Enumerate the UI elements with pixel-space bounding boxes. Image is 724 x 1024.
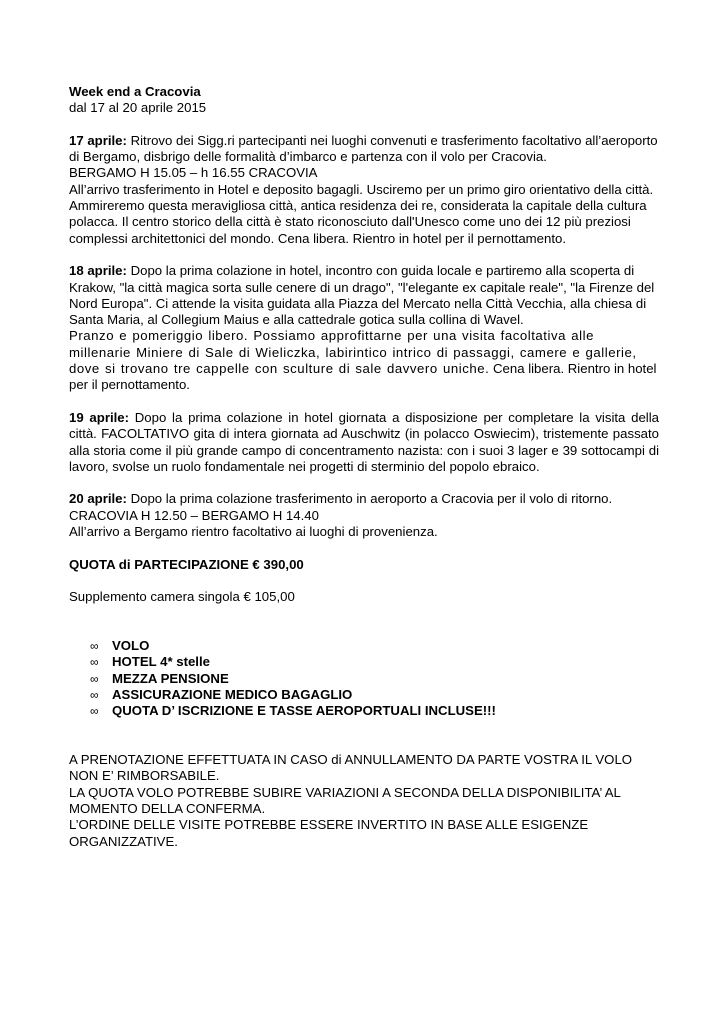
list-item-text: QUOTA D’ ISCRIZIONE E TASSE AEROPORTUALI INCLUSE!!!: [112, 703, 496, 719]
day-17-flight: BERGAMO H 15.05 – h 16.55 CRACOVIA: [69, 165, 318, 181]
day-19-text: Dopo la prima colazione in hotel giornata a disposizione per completare la visita della città. FACOLTATIVO gita di intera giornata ad Auschwitz (in polacco Oswiecim), tristemente passato alla storia come il più grande campo di concentramento nazista: con i suoi 3 lager e 39 sottocampi di lavoro, svolse un ruolo fondamentale nei progetti di sterminio del popolo ebraico.: [69, 409, 659, 474]
infinity-icon: ∞: [90, 687, 99, 702]
infinity-icon: ∞: [90, 671, 99, 686]
day-19-paragraph: [69, 410, 659, 475]
document-title: Week end a Cracovia: [69, 84, 201, 99]
infinity-icon: ∞: [90, 639, 99, 654]
document-page: [69, 84, 659, 850]
day-18-section: [69, 263, 659, 393]
day-18-text: Dopo la prima colazione in hotel, incontro con guida locale e partiremo alla scoperta di Krakow, "la città magica sorta sulle cenere di un drago", "l'elegante ex capitale reale", "la Firenze del Nord Europa". Ci attende la visita guidata alla Piazza del Mercato nella Città Vecchia, alla chiesa di Santa Maria, al Collegium Maius e alla cattedrale gotica sulla collina di Wavel.: [69, 263, 655, 328]
infinity-icon: ∞: [90, 704, 99, 719]
day-18-excursion-text: Pranzo e pomeriggio libero. Possiamo approfittarne per una visita facoltativa alle millenarie Miniere di Sale di Wieliczka, labirintico intrico di passaggi, camere e gallerie, dove si trovano tre cappelle con sculture di sale davvero uniche.: [69, 328, 637, 377]
trip-dates: dal 17 al 20 aprile 2015: [69, 100, 207, 116]
price-line: QUOTA di PARTECIPAZIONE € 390,00: [69, 556, 304, 572]
list-item: [90, 638, 659, 654]
day-20-section: [69, 491, 659, 540]
infinity-icon: ∞: [90, 655, 99, 670]
day-17-label: 17 aprile:: [69, 132, 127, 148]
flight-price-note: LA QUOTA VOLO POTREBBE SUBIRE VARIAZIONI A SECONDA DELLA DISPONIBILITA’ AL MOMENTO DELLA CONFERMA.: [69, 784, 621, 817]
day-17-arrival-text: All’arrivo trasferimento in Hotel e deposito bagagli. Usciremo per un primo giro orientativo della città. Ammireremo questa meravigliosa città, antica residenza dei re, considerata la capitale della cultura polacca. Il centro storico della città è stato riconosciuto dall'Unesco come uno dei 12 più preziosi complessi architettonici del mondo. Cena libera. Rientro in hotel per il pernottamento.: [69, 181, 654, 246]
day-18-paragraph: [69, 263, 659, 328]
day-17-section: [69, 133, 659, 247]
list-item: [90, 654, 659, 670]
day-20-flight: CRACOVIA H 12.50 – BERGAMO H 14.40: [69, 507, 319, 523]
day-17-text: Ritrovo dei Sigg.ri partecipanti nei luoghi convenuti e trasferimento facoltativo all’aeroporto di Bergamo, disbrigo delle formalità d’imbarco e partenza con il volo per Cracovia.: [69, 132, 658, 165]
list-item-text: VOLO: [112, 638, 150, 654]
day-18-afternoon: [69, 328, 659, 393]
day-20-label: 20 aprile:: [69, 491, 127, 507]
day-19-label: 19 aprile:: [69, 409, 130, 425]
list-item-text: HOTEL 4* stelle: [112, 654, 210, 670]
day-17-paragraph: [69, 133, 659, 166]
day-19-section: [69, 410, 659, 475]
single-room-supplement: Supplemento camera singola € 105,00: [69, 589, 295, 605]
list-item-text: ASSICURAZIONE MEDICO BAGAGLIO: [112, 686, 353, 702]
day-20-arrival-text: All’arrivo a Bergamo rientro facoltativo ai luoghi di provenienza.: [69, 524, 438, 540]
cancellation-note: A PRENOTAZIONE EFFETTUATA IN CASO di ANNULLAMENTO DA PARTE VOSTRA IL VOLO NON E’ RIMBORSABILE.: [69, 752, 633, 784]
visit-order-note: L’ORDINE DELLE VISITE POTREBBE ESSERE INVERTITO IN BASE ALLE ESIGENZE ORGANIZZATIVE.: [69, 817, 589, 849]
list-item: [90, 687, 659, 703]
list-item: [90, 671, 659, 687]
list-item-text: MEZZA PENSIONE: [112, 670, 229, 686]
day-20-paragraph: [69, 491, 659, 507]
day-18-evening-text: Cena libera. Rientro in hotel per il pernottamento.: [69, 361, 657, 393]
included-list: [69, 638, 659, 719]
day-18-label: 18 aprile:: [69, 263, 127, 279]
list-item: [90, 703, 659, 719]
notes-section: [69, 752, 659, 850]
day-20-text: Dopo la prima colazione trasferimento in aeroporto a Cracovia per il volo di ritorno.: [126, 491, 613, 507]
